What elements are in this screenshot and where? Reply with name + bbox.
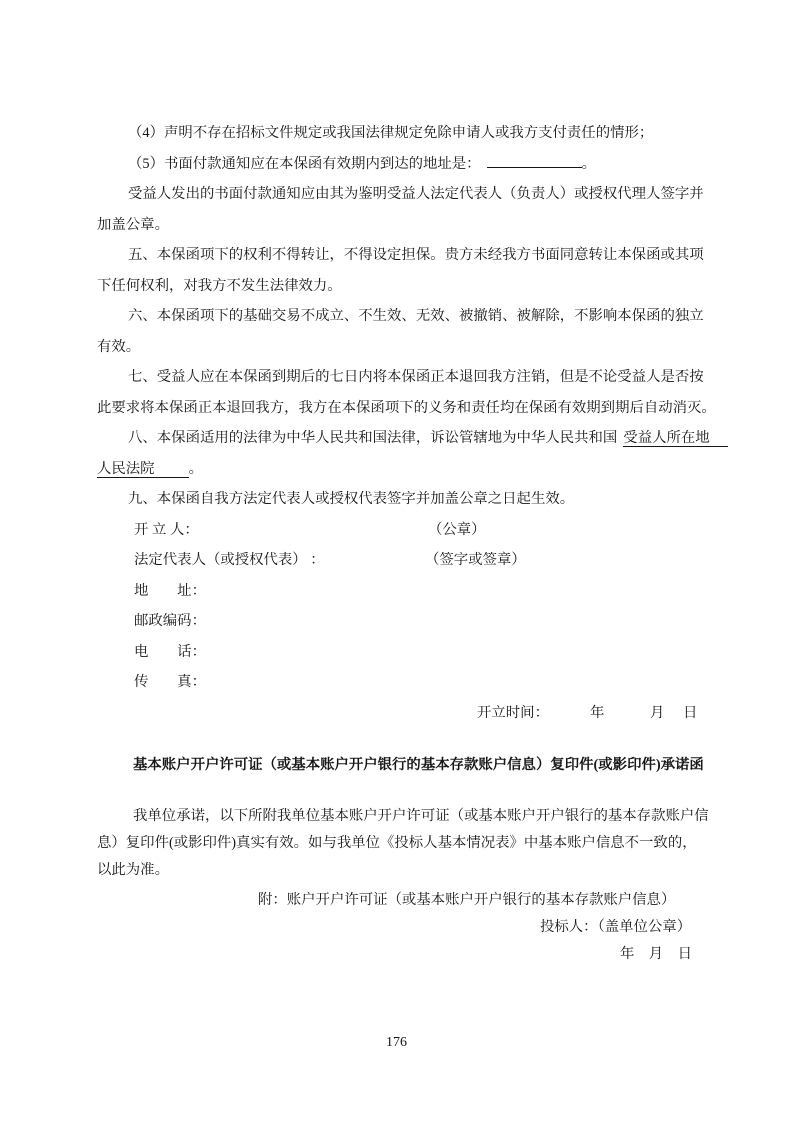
clause-8-period: 。 — [188, 460, 203, 477]
clause-9-item-line: 九、本保函自我方法定代表人或授权代表签字并加盖公章之日起生效。 — [128, 491, 575, 507]
phone-row: 电 话： — [134, 643, 206, 660]
issue-time-label: 开立时间： — [477, 704, 549, 721]
legal-rep-sign-note: （签字或签章） — [425, 552, 526, 568]
clause-7-item-line-2: 此要求将本保函正本退回我方，我方在本保函项下的义务和责任均在保函有效期到期后自动消灭。 — [97, 399, 716, 416]
clause-5-period: 。 — [581, 155, 596, 172]
clause-5-item-line-1: 五、本保函项下的权利不得转让，不得设定担保。贵方未经我方书面同意转让本保函或其项 — [128, 247, 704, 263]
commitment-body-line-1: 我单位承诺，以下所附我单位基本账户开户许可证（或基本账户开户银行的基本存款账户信 — [133, 808, 709, 824]
legal-rep-row — [97, 545, 728, 576]
issue-day-label: 日 — [683, 704, 698, 721]
commitment-title: 基本账户开户许可证（或基本账户开户银行的基本存款账户信息）复印件(或影印件)承诺函 — [133, 757, 704, 773]
commitment-letter-section — [97, 750, 728, 968]
commitment-date-line: 年 月 日 — [620, 946, 692, 962]
clause-8-item-line-2 — [97, 454, 728, 485]
clause-4-line: （4）声明不存在招标文件规定或我国法律规定免除申请人或我方支付责任的情形； — [128, 125, 654, 141]
clause-8-prefix: 八、本保函适用的法律为中华人民共和国法律，诉讼管辖地为中华人民共和国 — [128, 430, 618, 446]
issue-month-label: 月 — [650, 704, 665, 721]
bidder-seal-line: 投标人：（盖单位公章） — [540, 919, 692, 935]
legal-rep-label: 法定代表人（或授权代表） ： — [134, 552, 325, 568]
postal-code-row: 邮政编码： — [134, 613, 206, 629]
guarantee-letter-section — [97, 118, 728, 728]
clause-8-item-line-1 — [97, 423, 728, 454]
clause-5-line — [97, 149, 728, 180]
issuer-row — [97, 515, 728, 546]
issuer-seal-note: （公章） — [428, 521, 486, 538]
commitment-body-line-3: 以此为准。 — [97, 862, 169, 878]
jurisdiction-underlined-part-2: 人民法院 — [97, 461, 189, 478]
clause-6-item-line-1: 六、本保函项下的基础交易不成立、不生效、无效、被撤销、被解除，不影响本保函的独立 — [128, 308, 704, 324]
jurisdiction-underlined-part-1: 受益人所在地 — [623, 430, 727, 447]
page-number: 176 — [386, 1035, 407, 1050]
attachment-line: 附：账户开户许可证（或基本账户开户银行的基本存款账户信息） — [258, 892, 676, 908]
address-blank-field — [487, 152, 582, 168]
notice-paragraph-line-2: 加盖公章。 — [97, 216, 169, 233]
commitment-body-line-2: 息）复印件(或影印件)真实有效。如与我单位《投标人基本情况表》中基本账户信息不一致的， — [97, 835, 697, 851]
address-row: 地 址： — [134, 582, 206, 599]
clause-5-item-line-2: 下任何权利，对我方不发生法律效力。 — [97, 277, 342, 294]
clause-7-item-line-1: 七、受益人应在本保函到期后的七日内将本保函正本退回我方注销，但是不论受益人是否按 — [128, 369, 704, 385]
fax-row: 传 真： — [134, 674, 206, 690]
clause-6-item-line-2: 有效。 — [97, 338, 141, 355]
clause-5-text: （5）书面付款通知应在本保函有效期内到达的地址是： — [128, 155, 481, 172]
notice-paragraph-line-1: 受益人发出的书面付款通知应由其为鉴明受益人法定代表人（负责人）或授权代理人签字并 — [128, 186, 704, 202]
issue-date-row — [97, 698, 728, 729]
issue-year-label: 年 — [590, 704, 605, 721]
issuer-label: 开 立 人： — [134, 521, 199, 538]
